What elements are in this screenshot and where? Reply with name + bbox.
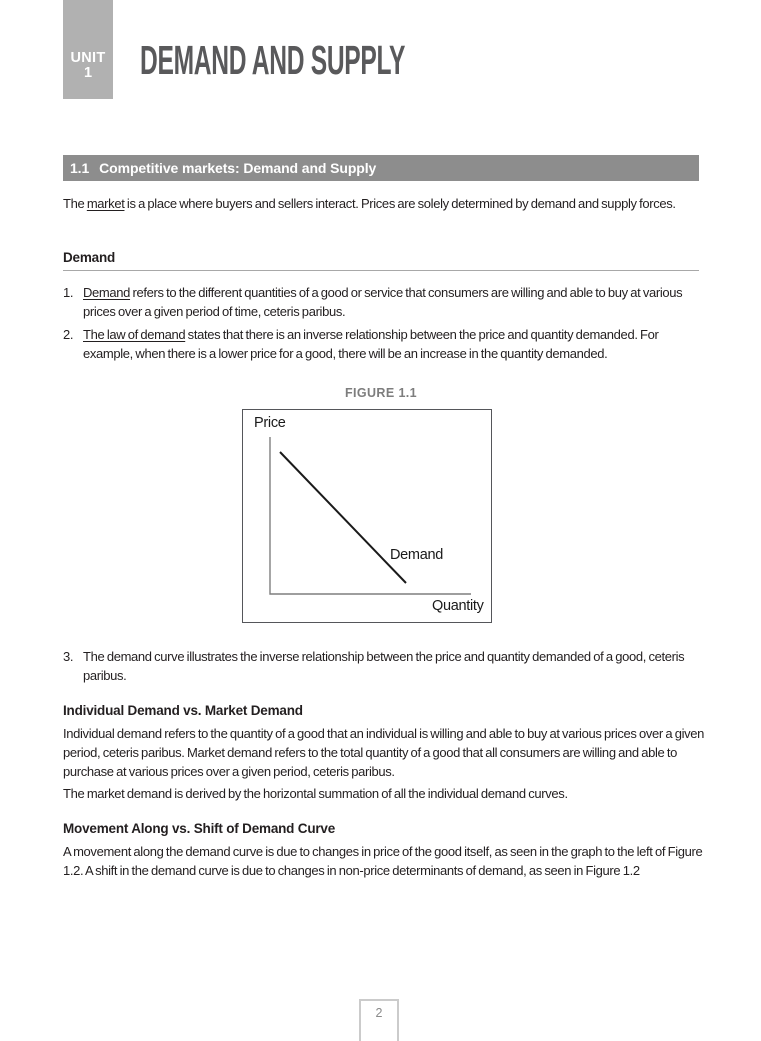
unit-badge <box>63 0 113 99</box>
page-number: 2 <box>375 1006 383 1020</box>
figure-caption: FIGURE 1.1 <box>344 386 418 400</box>
intro-text-pre: The <box>63 196 87 211</box>
list-item-2 <box>63 325 705 363</box>
list-item-3-number: 3. <box>63 649 74 664</box>
list-item-1-body: refers to the different quantities of a good or service that consumers are willing and able to buy at various prices over a given period of time, ceteris paribus. <box>83 285 683 319</box>
list-item-1-text <box>83 283 705 321</box>
list-item-3-text <box>83 647 705 685</box>
intro-text-post: is a place where buyers and sellers interact. Prices are solely determined by demand and supply forces. <box>124 196 676 211</box>
demand-curve-line <box>280 452 406 583</box>
page-number-box <box>359 999 399 1041</box>
intro-paragraph <box>63 194 705 213</box>
axes-lines <box>270 437 471 594</box>
figure-1-1 <box>242 409 492 623</box>
section-title: Competitive markets: Demand and Supply <box>99 160 377 176</box>
list-item-1-number: 1. <box>63 285 74 300</box>
section-banner <box>63 155 699 181</box>
list-item-2-underlined-term: The law of demand <box>83 327 186 342</box>
demand-curve-label: Demand <box>390 547 444 563</box>
movement-vs-shift-heading: Movement Along vs. Shift of Demand Curve <box>63 821 336 836</box>
list-item-1-underlined-term: Demand <box>83 285 131 300</box>
individual-vs-market-heading: Individual Demand vs. Market Demand <box>63 703 303 718</box>
list-item-2-number: 2. <box>63 327 74 342</box>
demand-curve-chart <box>243 410 491 622</box>
intro-underlined-term: market <box>86 196 125 211</box>
individual-vs-market-paragraph-2: The market demand is derived by the horizontal summation of all the individual demand curves. <box>63 786 568 801</box>
list-item-1 <box>63 283 705 321</box>
list-item-3-body: The demand curve illustrates the inverse relationship between the price and quantity demanded of a good, ceteris paribus. <box>83 649 685 683</box>
list-item-2-body: states that there is an inverse relationship between the price and quantity demanded. For example, when there is a lower price for a good, there will be an increase in the quantity demanded. <box>83 327 659 361</box>
section-number: 1.1 <box>70 160 90 176</box>
y-axis-label: Price <box>254 415 286 431</box>
x-axis-label: Quantity <box>432 598 484 614</box>
unit-label: UNIT <box>70 50 106 66</box>
page-title: DEMAND AND SUPPLY <box>140 37 406 83</box>
movement-vs-shift-paragraph: A movement along the demand curve is due to changes in price of the good itself, as seen in the graph to the left of Figure 1.2. A shift in the demand curve is due to changes in non-price determinants of demand, as seen in Figure 1.2 <box>63 844 703 878</box>
list-item-2-text <box>83 325 705 363</box>
unit-number: 1 <box>83 65 93 81</box>
individual-vs-market-paragraph-1: Individual demand refers to the quantity of a good that an individual is willing and able to buy at various prices over a given period, ceteris paribus. Market demand refers to the total quantity of a good that all consumers are willing and able to purchase at various prices over a given period, ceteris paribus. <box>63 726 705 779</box>
demand-section-heading: Demand <box>63 250 699 271</box>
list-item-3 <box>63 647 705 685</box>
